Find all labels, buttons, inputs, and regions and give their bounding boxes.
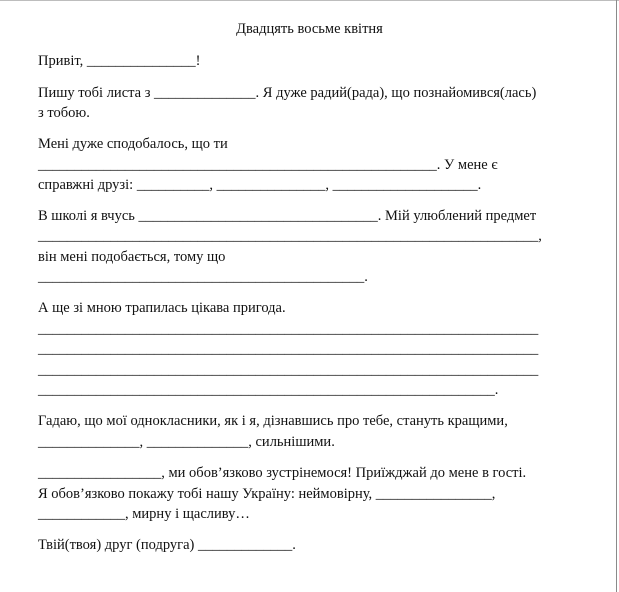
- ukraine-line-cont: ____________, мирну і щасливу…: [38, 506, 250, 522]
- liked-blank-line: _______________________________________________________. У мене є: [38, 157, 498, 173]
- meeting-line: _________________, ми обов’язково зустрінемося! Приїжджай до мене в гості.: [38, 465, 527, 481]
- signature-line: Твій(твоя) друг (подруга) _____________.: [38, 537, 296, 553]
- ukraine-line: Я обов’язково покажу тобі нашу Україну: неймовірну, ________________,: [38, 486, 496, 502]
- greeting-line: Привіт, _______________!: [38, 53, 201, 69]
- adventure-line: А ще зі мною трапилась цікава пригода.: [38, 300, 286, 316]
- classmates-line: Гадаю, що мої однокласники, як і я, дізнавшись про тебе, стануть кращими,: [38, 413, 508, 429]
- subject-reason-line: він мені подобається, тому що: [38, 249, 226, 265]
- friends-line: справжні друзі: __________, _______________, ____________________.: [38, 177, 482, 193]
- classmates-blank-line: ______________, ______________, сильнішими.: [38, 434, 335, 450]
- page-title: Двадцять восьме квітня: [236, 21, 383, 37]
- adventure-blank-4: _______________________________________________________________.: [38, 382, 499, 398]
- page-right-border: [616, 0, 617, 592]
- adventure-blank-1: _____________________________________________________________________: [38, 321, 539, 337]
- adventure-blank-2: _____________________________________________________________________: [38, 341, 539, 357]
- school-line: В школі я вчусь _________________________________. Мій улюблений предмет: [38, 208, 537, 224]
- subject-blank-line: _____________________________________________________________________,: [38, 228, 542, 244]
- intro-line: Пишу тобі листа з ______________. Я дуже радий(рада), що познайомився(лась): [38, 85, 537, 101]
- adventure-blank-3: _____________________________________________________________________: [38, 362, 539, 378]
- intro-line-cont: з тобою.: [38, 105, 90, 121]
- liked-line: Мені дуже сподобалось, що ти: [38, 136, 228, 152]
- reason-blank-line: _____________________________________________.: [38, 269, 368, 285]
- page-top-border: [0, 0, 619, 1]
